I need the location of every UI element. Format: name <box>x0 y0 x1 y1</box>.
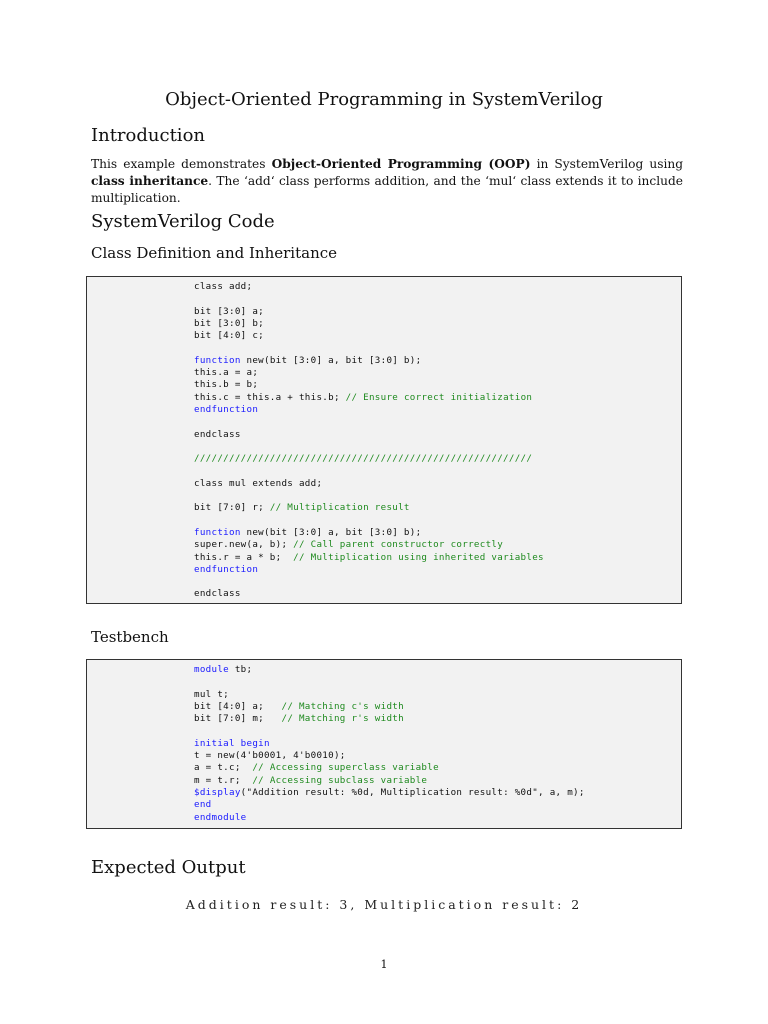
code-line <box>194 318 544 330</box>
code-line <box>194 441 544 453</box>
code-keyword: endfunction <box>194 403 259 415</box>
code-line <box>194 293 544 305</box>
code-line <box>194 515 544 527</box>
code-text: this.r = a * b; <box>194 551 294 563</box>
code-text: this.b = b; <box>194 379 259 391</box>
code-keyword: end <box>194 799 212 811</box>
intro-text-1: This example demonstrates <box>91 157 272 171</box>
code-line <box>194 539 544 551</box>
intro-bold-oop: Object-Oriented Programming (OOP) <box>271 157 531 171</box>
code-text: bit [7:0] m; <box>194 713 282 725</box>
code-text: endclass <box>194 588 241 600</box>
code-line <box>194 689 585 701</box>
testbench-code-listing <box>194 664 585 824</box>
code-line <box>194 379 544 391</box>
code-text: bit [3:0] a; <box>194 305 264 317</box>
code-line <box>194 775 585 787</box>
code-text: bit [7:0] r; <box>194 502 270 514</box>
document-title: Object-Oriented Programming in SystemVerilog <box>165 89 603 110</box>
code-comment: // Matching r's width <box>281 713 404 725</box>
code-keyword: module <box>194 664 229 675</box>
page-number: 1 <box>380 958 388 971</box>
code-line <box>194 281 544 293</box>
code-line <box>194 799 585 811</box>
code-keyword: endfunction <box>194 563 259 575</box>
code-line <box>194 576 544 588</box>
code-comment: // Matching c's width <box>281 700 404 712</box>
code-text: new(bit [3:0] a, bit [3:0] b); <box>240 526 422 538</box>
class-code-block <box>86 276 682 604</box>
intro-heading: Introduction <box>91 125 205 146</box>
class-code-listing <box>194 281 544 601</box>
code-line <box>194 355 544 367</box>
intro-text-2: in SystemVerilog using <box>530 157 684 171</box>
code-keyword: function <box>194 354 241 366</box>
code-line <box>194 465 544 477</box>
code-line <box>194 588 544 600</box>
intro-text-3: . The ‘add‘ class performs addition, and the ‘mul‘ class extends it to include multiplication. <box>91 174 683 205</box>
code-line <box>194 676 585 688</box>
code-text: t = new(4'b0001, 4'b0010); <box>194 750 346 762</box>
code-line <box>194 812 585 824</box>
code-text: endclass <box>194 428 241 440</box>
code-text: this.a = a; <box>194 367 259 379</box>
code-text: a = t.c; <box>194 762 253 774</box>
code-keyword: endmodule <box>194 811 247 823</box>
code-line <box>194 725 585 737</box>
code-line <box>194 306 544 318</box>
code-line <box>194 502 544 514</box>
intro-bold-class-inheritance: class inheritance <box>91 174 209 188</box>
code-line <box>194 750 585 762</box>
code-text: super.new(a, b); <box>194 539 294 551</box>
testbench-heading: Testbench <box>91 628 169 646</box>
code-comment: // Ensure correct initialization <box>345 391 533 403</box>
code-line <box>194 404 544 416</box>
code-line <box>194 416 544 428</box>
code-text: new(bit [3:0] a, bit [3:0] b); <box>240 354 422 366</box>
code-line <box>194 527 544 539</box>
code-line <box>194 564 544 576</box>
code-text: ("Addition result: %0d, Multiplication result: %0d", a, m); <box>240 786 585 798</box>
code-line <box>194 367 544 379</box>
code-line <box>194 330 544 342</box>
testbench-code-block <box>86 659 682 829</box>
code-keyword: function <box>194 526 241 538</box>
output-heading: Expected Output <box>91 857 246 878</box>
code-text: class mul extends add; <box>194 477 323 489</box>
code-line <box>194 664 585 676</box>
code-text: bit [4:0] a; <box>194 700 282 712</box>
code-text: this.c = this.a + this.b; <box>194 391 346 403</box>
code-comment: // Call parent constructor correctly <box>293 539 504 551</box>
code-keyword: $display <box>194 786 241 798</box>
code-section-heading: SystemVerilog Code <box>91 211 275 232</box>
code-comment: // Multiplication result <box>269 502 410 514</box>
code-comment: // Accessing subclass variable <box>252 774 428 786</box>
code-text: mul t; <box>194 688 229 700</box>
code-line <box>194 490 544 502</box>
code-line <box>194 701 585 713</box>
code-line <box>194 478 544 490</box>
code-line <box>194 762 585 774</box>
intro-paragraph <box>91 156 683 207</box>
code-line <box>194 787 585 799</box>
code-line <box>194 392 544 404</box>
code-keyword: initial begin <box>194 737 270 749</box>
code-comment: // Accessing superclass variable <box>252 762 439 774</box>
code-text: class add; <box>194 281 253 292</box>
code-line <box>194 738 585 750</box>
code-text: tb; <box>229 664 253 675</box>
code-line <box>194 429 544 441</box>
code-comment: ////////////////////////////////////////////////////////// <box>194 453 533 465</box>
class-definition-heading: Class Definition and Inheritance <box>91 244 338 262</box>
code-text: bit [4:0] c; <box>194 330 264 342</box>
expected-output-text: Addition result: 3, Multiplication result: 2 <box>185 897 583 912</box>
code-comment: // Multiplication using inherited variables <box>293 551 544 563</box>
code-text: bit [3:0] b; <box>194 317 264 329</box>
code-line <box>194 453 544 465</box>
code-line <box>194 552 544 564</box>
code-line <box>194 713 585 725</box>
code-line <box>194 342 544 354</box>
code-text: m = t.r; <box>194 774 253 786</box>
